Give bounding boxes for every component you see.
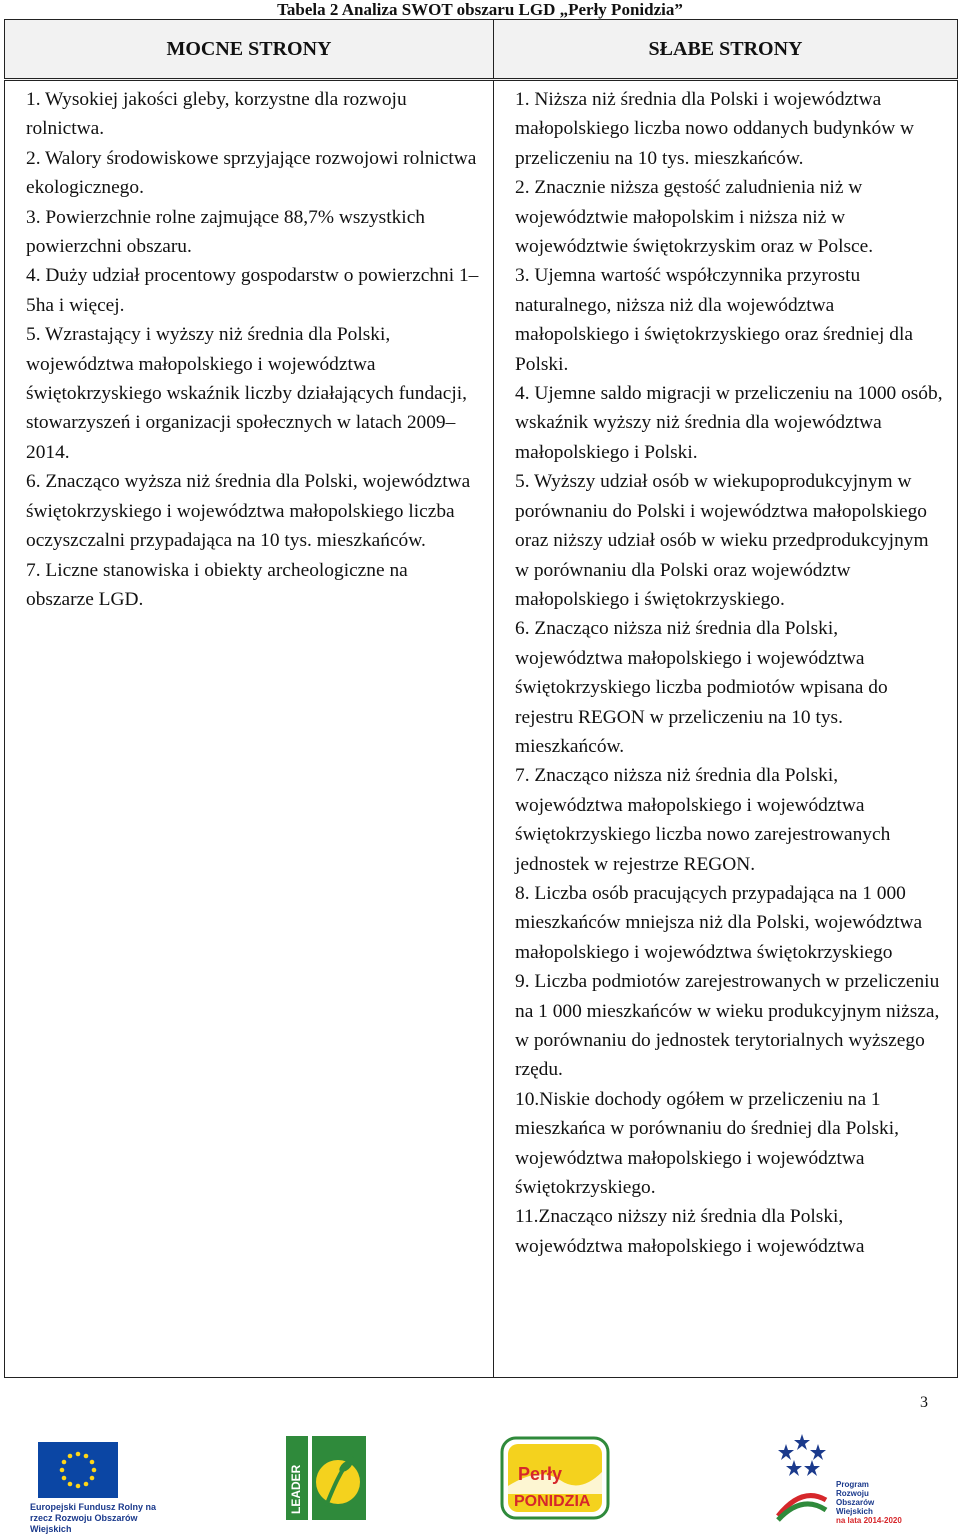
perly-line2: PONIDZIA — [514, 1493, 591, 1510]
strengths-item: 3. Powierzchnie rolne zajmujące 88,7% wszystkich powierzchni obszaru. — [26, 206, 425, 258]
weaknesses-item: 8. Liczba osób pracujących przypadająca na 1 000 mieszkańców mniejsza niż dla Polski, województwa małopolskiego i województwa świętokrzyskiego — [515, 882, 923, 963]
weaknesses-item: 2. Znacznie niższa gęstość zaludnienia niż w województwie małopolskim i niższa niż w województwie świętokrzyskim oraz w Polsce. — [515, 177, 874, 258]
strengths-item: 7. Liczne stanowiska i obiekty archeologiczne na obszarze LGD. — [26, 559, 408, 610]
leader-logo — [286, 1436, 366, 1520]
prow-logo — [772, 1430, 902, 1524]
weaknesses-item: 10.Niskie dochody ogółem w przeliczeniu na 1 mieszkańca w porównaniu do średniej dla Polski, województwa małopolskiego i województwa świętokrzyskiego. — [515, 1088, 899, 1199]
strengths-item: 1. Wysokiej jakości gleby, korzystne dla rozwoju rolnictwa. — [26, 89, 407, 140]
weaknesses-item: 5. Wyższy udział osób w wiekupoprodukcyjnym w porównaniu do Polski i województwa małopolskiego oraz niższy udział osób w wieku przedprodukcyjnym w porównaniu dla Polski oraz województw małopolskiego i świętokrzyskiego. — [515, 471, 929, 610]
table-caption: Tabela 2 Analiza SWOT obszaru LGD „Perły Ponidzia” — [277, 0, 683, 19]
prow-caption-name: Program Rozwoju Obszarów Wiejskich — [836, 1480, 875, 1516]
weaknesses-list — [515, 85, 943, 1261]
weaknesses-item: 3. Ujemna wartość współczynnika przyrostu naturalnego, niższa niż dla województwa małopolskiego i świętokrzyskiego oraz średniej dla Polski. — [515, 265, 913, 375]
leader-text: LEADER — [289, 1464, 303, 1514]
prow-caption-years: na lata 2014-2020 — [836, 1516, 902, 1525]
page-number: 3 — [920, 1394, 928, 1411]
footer-logos — [0, 1430, 960, 1534]
weaknesses-cell — [494, 80, 958, 1378]
strengths-item: 2. Walory środowiskowe sprzyjające rozwojowi rolnictwa ekologicznego. — [26, 147, 477, 199]
strengths-cell — [5, 80, 494, 1378]
weaknesses-item: 7. Znacząco niższa niż średnia dla Polski, województwa małopolskiego i województwa świętokrzyskiego liczba nowo zarejestrowanych jednostek w rejestrze REGON. — [515, 765, 891, 875]
prow-caption — [836, 1480, 902, 1525]
strengths-item: 6. Znacząco wyższa niż średnia dla Polski, województwa świętokrzyskiego i województwa małopolskiego liczba oczyszczalni przypadająca na 10 tys. mieszkańców. — [26, 471, 471, 552]
weaknesses-item: 4. Ujemne saldo migracji w przeliczeniu na 1000 osób, wskaźnik wyższy niż średnia dla województwa małopolskiego i Polski. — [515, 383, 943, 463]
strengths-item: 4. Duży udział procentowy gospodarstw o powierzchni 1‒5ha i więcej. — [26, 265, 479, 316]
eu-logo — [30, 1442, 170, 1534]
weaknesses-item: 9. Liczba podmiotów zarejestrowanych w przeliczeniu na 1 000 mieszkańców w wieku produkcyjnym niższa, w porównaniu do jednostek terytorialnych wyższego rzędu. — [515, 971, 940, 1081]
weaknesses-item: 1. Niższa niż średnia dla Polski i województwa małopolskiego liczba nowo oddanych budynków w przeliczeniu na 10 tys. mieszkańców. — [515, 89, 915, 169]
eu-flag-icon — [38, 1442, 118, 1498]
weaknesses-header: SŁABE STRONY — [494, 20, 958, 80]
swot-table — [4, 19, 958, 1378]
strengths-item: 5. Wzrastający i wyższy niż średnia dla Polski, województwa małopolskiego i województwa świętokrzyskiego wskaźnik liczby działających fundacji, stowarzyszeń i organizacji społecznych w latach 2009‒2014. — [26, 324, 467, 463]
weaknesses-item: 6. Znacząco niższa niż średnia dla Polski, województwa małopolskiego i województwa świętokrzyskiego liczba podmiotów wpisana do rejestru REGON w przeliczeniu na 10 tys. mieszkańców. — [515, 618, 888, 757]
strengths-header: MOCNE STRONY — [5, 20, 494, 80]
eu-caption: Europejski Fundusz Rolny na rzecz Rozwoju Obszarów Wiejskich — [30, 1502, 157, 1534]
weaknesses-item: 11.Znacząco niższy niż średnia dla Polski, województwa małopolskiego i województwa — [515, 1206, 865, 1257]
perly-line1: Perły — [518, 1464, 563, 1484]
strengths-list — [26, 85, 479, 614]
perly-ponidzia-logo — [500, 1436, 610, 1520]
